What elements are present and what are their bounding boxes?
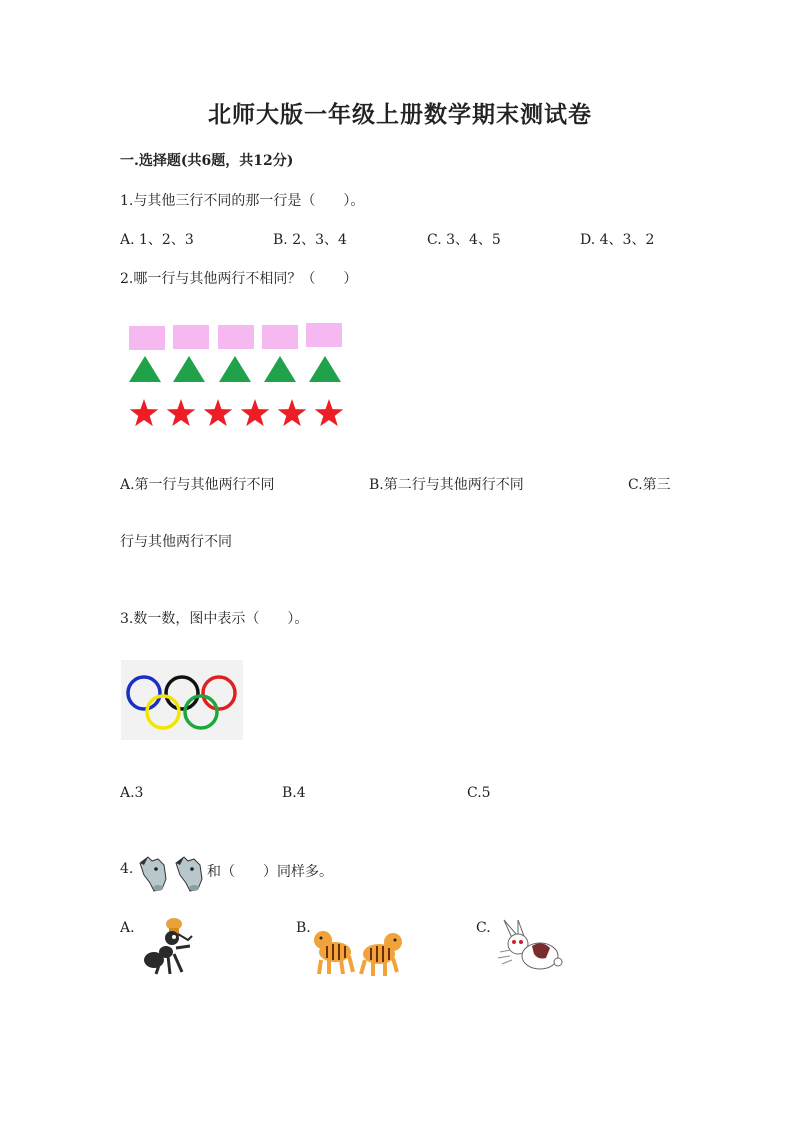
- question-1-option-a: A. 1、2、3: [120, 232, 194, 248]
- star-icon: [241, 399, 270, 426]
- tigers-icon: [313, 922, 403, 980]
- triangle-icon: [264, 356, 296, 382]
- rectangle-icon: [262, 325, 298, 349]
- question-3-option-c: C.5: [467, 785, 491, 801]
- question-3-text: 3.数一数，图中表示（ ）。: [120, 611, 309, 627]
- question-3-option-a: A.3: [120, 785, 144, 801]
- star-icon: [167, 399, 196, 426]
- question-4-option-c: C.: [476, 920, 491, 936]
- rabbit-icon: [496, 918, 564, 976]
- triangle-icon: [309, 356, 341, 382]
- question-1-option-c: C. 3、4、5: [427, 232, 501, 248]
- star-icon: [204, 399, 233, 426]
- star-icon: [130, 399, 159, 426]
- rectangle-icon: [306, 323, 342, 347]
- question-1-option-b: B. 2、3、4: [273, 232, 347, 248]
- question-4-option-a: A.: [120, 920, 135, 936]
- question-2-option-c-continued: 行与其他两行不同: [120, 534, 232, 550]
- question-1-text: 1.与其他三行不同的那一行是（ ）。: [120, 193, 365, 209]
- olympic-rings-icon: [121, 660, 243, 740]
- rectangle-icon: [218, 325, 254, 349]
- question-4-prefix: 4.: [120, 861, 134, 877]
- page-title: 北师大版一年级上册数学期末测试卷: [208, 101, 592, 128]
- pink-rectangles-row: [129, 323, 342, 350]
- shapes-rows-figure: [125, 318, 350, 438]
- ant-icon: [140, 916, 204, 980]
- triangle-icon: [173, 356, 205, 382]
- question-2-option-a: A.第一行与其他两行不同: [120, 477, 275, 493]
- star-icon: [315, 399, 344, 426]
- triangle-icon: [129, 356, 161, 382]
- green-triangles-row: [129, 356, 341, 382]
- question-1-option-d: D. 4、3、2: [580, 232, 655, 248]
- section-heading: 一.选择题(共6题，共12分): [120, 153, 294, 169]
- horse-heads-icon: [134, 855, 206, 895]
- question-2-option-c: C.第三: [628, 477, 671, 493]
- question-4-option-b: B.: [296, 920, 311, 936]
- star-icon: [278, 399, 307, 426]
- red-stars-row: [130, 399, 344, 426]
- question-2-option-b: B.第二行与其他两行不同: [369, 477, 524, 493]
- question-4-text: 和（ ）同样多。: [207, 864, 333, 880]
- rectangle-icon: [129, 326, 165, 350]
- question-3-option-b: B.4: [282, 785, 306, 801]
- triangle-icon: [219, 356, 251, 382]
- rectangle-icon: [173, 325, 209, 349]
- question-2-text: 2.哪一行与其他两行不相同？（ ）: [120, 271, 358, 287]
